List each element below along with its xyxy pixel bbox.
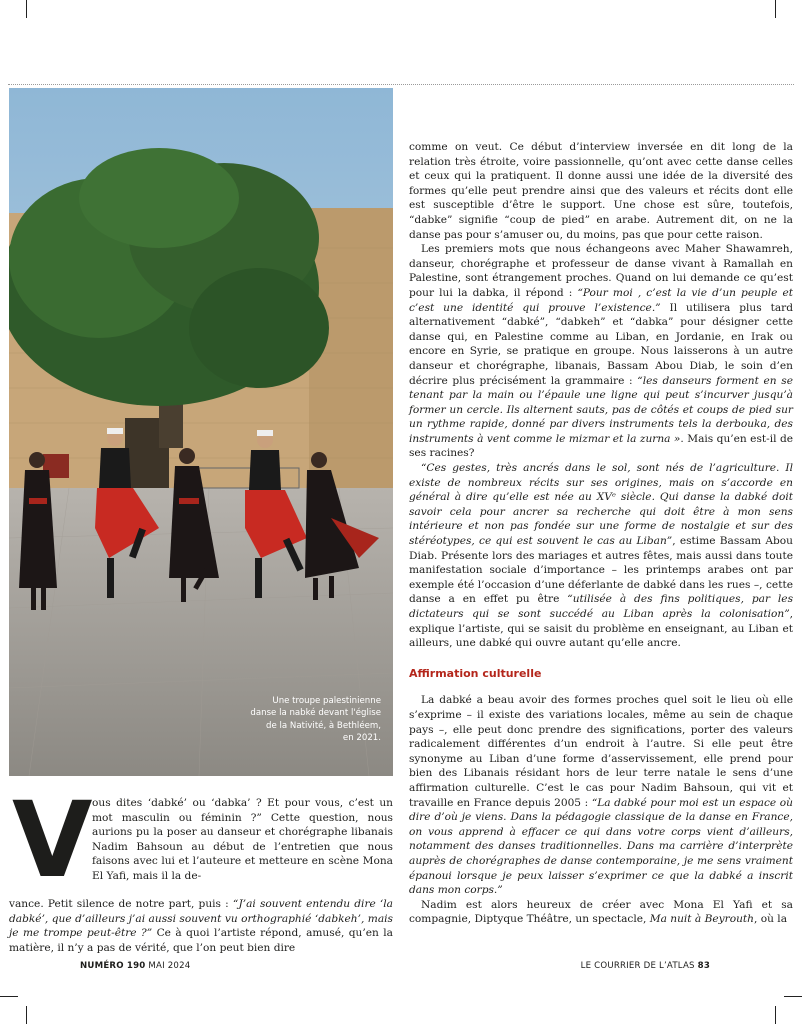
crop-mark <box>775 1006 776 1024</box>
photo-caption: Une troupe palestinienne danse la nabké devant l'église de la Nativité, à Bethléem, en 2021. <box>250 696 381 744</box>
crop-mark <box>775 0 776 18</box>
drop-cap: V <box>12 779 93 901</box>
dance-photo <box>9 88 393 776</box>
paragraph: “Ces gestes, très ancrés dans le sol, sont nés de l’agriculture. Il existe de nombreux récits sur ses origines, mais on s’accorde en général à dire qu’elle est née au XVᵉ siècle. Qui danse la dabké doit savoir cela pour ancrer sa recherche qui doit être à mon sens intérieure et non pas fondée sur une forme de nostalgie et sur des stéréotypes, ce qui est souvent le cas au Liban”, estime Bassam Abou Diab. Présente lors des mariages et autres fêtes, mais aussi dans toute manifestation sociale d’importance – les printemps arabes ont par exemple été l’occasion d’une déferlante de dabké dans les rues –, cette danse a en effet pu être “utilisée à des fins politiques, par les dictateurs qui se sont succédé au Liban après la colonisation”, explique l’artiste, qui se saisit du problème en enseignant, au Liban et ailleurs, une dabké qui ouvre autant qu’elle ancre. <box>409 462 794 650</box>
crop-mark <box>26 1006 27 1024</box>
top-rule <box>8 84 794 85</box>
paragraph: Nadim est alors heureux de créer avec Mona El Yafi et sa compagnie, Diptyque Théâtre, un spectacle, Ma nuit à Beyrouth, où la <box>409 898 793 926</box>
intro-paragraph-continued: vance. Petit silence de notre part, puis : “J’ai souvent entendu dire ‘la dabké’, que d’ailleurs j’ai aussi souvent vu orthographié ‘dabkeh’, mais je me trompe peut-être ?” Ce à quoi l’artiste répond, amusé, qu’en la matière, il n’y a pas de vérité, que l’on peut bien dire <box>9 898 394 954</box>
crop-mark <box>0 996 18 997</box>
right-column <box>409 140 793 927</box>
intro-paragraph-indented: ous dites ‘dabké’ ou ‘dabka’ ? Et pour vous, c’est un mot masculin ou féminin ?” Cette question, nous aurions pu la poser au danseur et chorégraphe libanais Nadim Bahsoun au début de l’entretien que nous faisons avec lui et l’auteure et metteure en scène Mona El Yafi, mais il la de- <box>92 797 393 882</box>
paragraph: comme on veut. Ce début d’interview inversée en dit long de la relation très étroite, voire passionnelle, qu’ont avec cette danse celles et ceux qui la pratiquent. Il donne aussi une idée de la diversité des formes qu’elle peut prendre ainsi que des valeurs et récits dont elle est susceptible d’être le support. Une chose est sûre, toutefois, “dabke” signifie “coup de pied” en arabe. Autrement dit, on ne la danse pas pour s’amuser ou, du moins, pas que pour cette raison. <box>409 141 793 241</box>
footer-issue: NUMÉRO 190 MAI 2024 <box>80 961 191 971</box>
paragraph: Les premiers mots que nous échangeons avec Maher Shawamreh, danseur, chorégraphe et professeur de danse vivant à Ramallah en Palestine, sont étrangement proches. Quand on lui demande ce qu’est pour lui la dabka, il répond : “Pour moi , c’est la vie d’un peuple et c’est une identité qui prouve l’existence.” Il utilisera plus tard alternativement “dabké”, “dabkeh” et “dabka” pour désigner cette danse qui, en Palestine comme au Liban, en Jordanie, en Irak ou encore en Syrie, se pratique en groupe. Nous laisserons à un autre danseur et chorégraphe, libanais, Bassam Abou Diab, le soin d’en décrire plus précisément la grammaire : “les danseurs forment en se tenant par la main ou l’épaule une ligne qui peut s’incurver jusqu’à former un cercle. Ils alternent sauts, pas de côtés et coups de pied sur un rythme rapide, donné par divers instruments tels la derbouka, des instruments à vent comme le mizmar et la zurna ». Mais qu’en est-il de ses racines? <box>409 243 793 460</box>
footer-magazine: LE COURRIER DE L’ATLAS 83 <box>580 961 710 971</box>
crop-mark <box>26 0 27 18</box>
paragraph: La dabké a beau avoir des formes proches quel soit le lieu où elle s’exprime – il existe des variations locales, même au sein de chaque pays –, elle peut donc prendre des significations, porter des valeurs radicalement différentes d’un endroit à l’autre. Si elle peut être synonyme au Liban d’une forme d’asservissement, elle prend pour bien des Libanais résidant hors de leur terre natale le sens d’une affirmation culturelle. C’est le cas pour Nadim Bahsoun, qui vit et travaille en France depuis 2005 : “La dabké pour moi est un espace où dire d’où je viens. Dans la pédagogie classique de la danse en France, on vous apprend à effacer ce qui dans votre corps vient d’ailleurs, notamment des danses traditionnelles. Dans ma carrière d’interprète auprès de chorégraphes de danse contemporaine, je me sens vraiment épanoui lorsque je peux laisser s’exprimer ce que la dabké a inscrit dans mon corps.” <box>409 694 793 897</box>
section-subheading: Affirmation culturelle <box>409 666 542 680</box>
page-number: 83 <box>697 961 710 971</box>
crop-mark <box>784 996 802 997</box>
